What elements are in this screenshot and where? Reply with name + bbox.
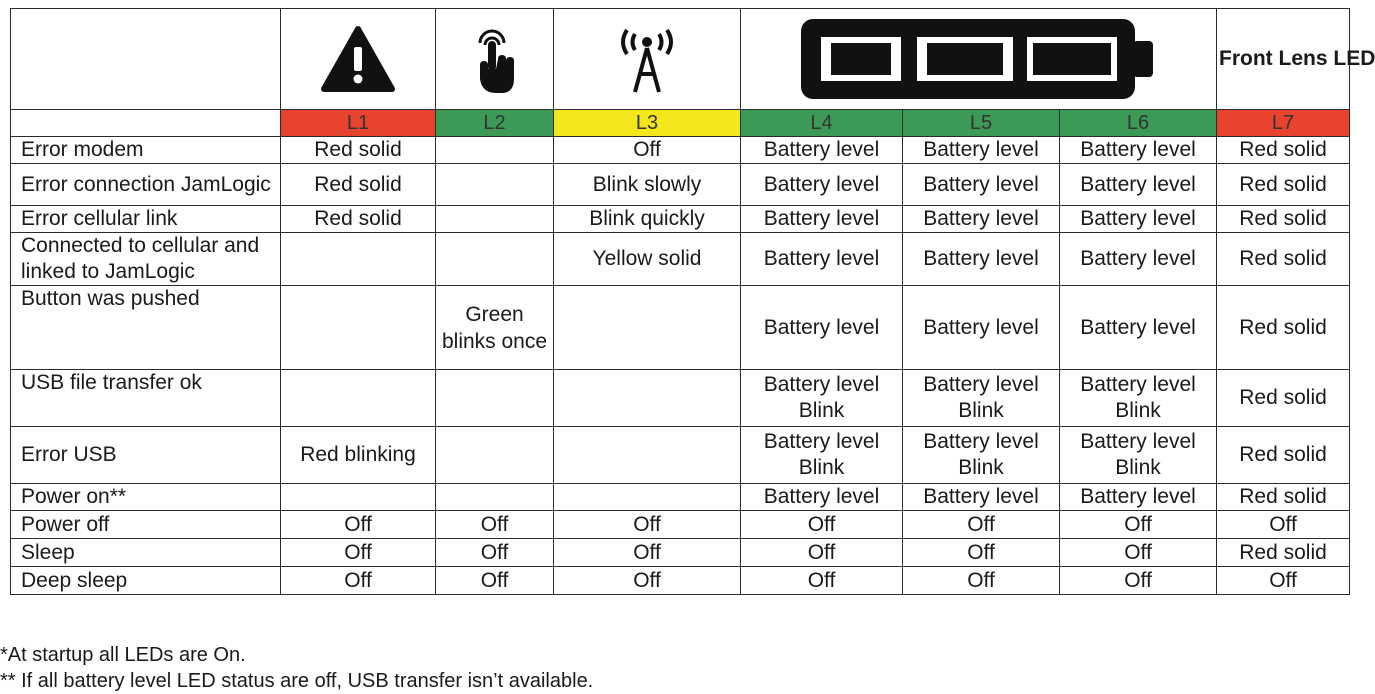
led-code-l2: L2 [436,110,554,137]
led-state-cell-l3: Off [554,511,741,539]
led-code-l5: L5 [903,110,1060,137]
l1-icon-cell [281,9,436,110]
led-state-cell-l3 [554,484,741,511]
led-state-cell-l7: Off [1217,567,1350,595]
footnote-startup: *At startup all LEDs are On. [0,644,246,666]
warning-icon [320,25,396,93]
led-code-l7: L7 [1217,110,1350,137]
led-state-cell-l3 [554,286,741,370]
led-state-cell-l7: Red solid [1217,427,1350,484]
led-state-cell-l5: Battery level [903,206,1060,233]
led-state-cell-l4: Battery level Blink [741,427,903,484]
state-label: USB file transfer ok [11,370,281,427]
led-state-cell-l5: Battery level [903,164,1060,206]
table-row [11,427,1350,484]
led-state-cell-l3: Off [554,567,741,595]
footnote-usb: ** If all battery level LED status are off, USB transfer isn’t available. [0,670,594,692]
antenna-icon [615,24,679,94]
state-label: Power off [11,511,281,539]
led-state-cell-l6: Off [1060,539,1217,567]
led-state-cell-l3: Yellow solid [554,233,741,286]
led-state-cell-l3: Blink slowly [554,164,741,206]
led-state-cell-l1 [281,286,436,370]
led-state-cell-l5: Off [903,567,1060,595]
led-state-cell-l1: Red blinking [281,427,436,484]
led-state-cell-l6: Battery level [1060,206,1217,233]
state-label: Power on** [11,484,281,511]
state-label: Sleep [11,539,281,567]
led-state-cell-l5: Battery level [903,137,1060,164]
table-row [11,164,1350,206]
state-label: Deep sleep [11,567,281,595]
table-row [11,539,1350,567]
led-state-cell-l5: Off [903,539,1060,567]
table-row [11,233,1350,286]
led-state-cell-l7: Red solid [1217,137,1350,164]
led-state-cell-l2 [436,370,554,427]
state-label: Error connection JamLogic [11,164,281,206]
led-state-cell-l3: Off [554,137,741,164]
led-state-cell-l4: Battery level [741,164,903,206]
led-state-cell-l6: Battery level [1060,286,1217,370]
led-state-cell-l5: Battery level [903,286,1060,370]
footnotes [0,642,593,694]
led-state-cell-l5: Battery level [903,484,1060,511]
state-rows [11,137,1350,595]
battery-icon-cell [741,9,1217,110]
led-state-cell-l4: Off [741,511,903,539]
table-row [11,137,1350,164]
led-state-cell-l1: Off [281,567,436,595]
led-state-cell-l4: Battery level [741,137,903,164]
state-label: Button was pushed [11,286,281,370]
led-state-cell-l5: Battery level [903,233,1060,286]
state-label: Error cellular link [11,206,281,233]
led-state-cell-l6: Battery level [1060,137,1217,164]
touch-icon [470,23,520,95]
table-row [11,511,1350,539]
led-code-l4: L4 [741,110,903,137]
led-state-cell-l6: Battery level Blink [1060,370,1217,427]
led-state-cell-l4: Battery level Blink [741,370,903,427]
empty-header-cell [11,9,281,110]
led-code-row [11,110,1350,137]
led-state-cell-l4: Battery level [741,286,903,370]
led-state-cell-l6: Off [1060,511,1217,539]
led-state-cell-l7: Red solid [1217,164,1350,206]
led-state-cell-l2: Off [436,567,554,595]
led-state-cell-l6: Off [1060,567,1217,595]
led-state-cell-l2 [436,206,554,233]
led-code-l6: L6 [1060,110,1217,137]
l2-icon-cell [436,9,554,110]
table-row [11,286,1350,370]
led-state-cell-l4: Battery level [741,484,903,511]
led-state-cell-l7: Red solid [1217,539,1350,567]
led-state-cell-l7: Red solid [1217,206,1350,233]
led-state-cell-l1: Red solid [281,137,436,164]
battery-icon [799,17,1159,101]
led-state-cell-l2: Off [436,539,554,567]
led-state-cell-l1: Off [281,511,436,539]
empty-code-cell [11,110,281,137]
led-state-cell-l2: Off [436,511,554,539]
led-state-cell-l7: Red solid [1217,484,1350,511]
l3-icon-cell [554,9,741,110]
table-row [11,567,1350,595]
led-state-cell-l1 [281,233,436,286]
led-code-l1: L1 [281,110,436,137]
led-state-cell-l4: Battery level [741,233,903,286]
led-state-cell-l3 [554,427,741,484]
led-state-cell-l3: Blink quickly [554,206,741,233]
led-code-l3: L3 [554,110,741,137]
front-lens-led-header: Front Lens LED [1217,9,1350,110]
led-state-cell-l6: Battery level [1060,484,1217,511]
led-state-cell-l2 [436,164,554,206]
led-state-cell-l6: Battery level [1060,233,1217,286]
led-state-cell-l4: Off [741,567,903,595]
led-state-cell-l4: Off [741,539,903,567]
led-status-table [10,8,1375,595]
led-state-cell-l2 [436,137,554,164]
table-row [11,484,1350,511]
led-state-cell-l2 [436,233,554,286]
led-state-cell-l6: Battery level Blink [1060,427,1217,484]
led-state-cell-l2: Green blinks once [436,286,554,370]
led-state-cell-l7: Red solid [1217,286,1350,370]
led-state-cell-l1: Off [281,539,436,567]
led-state-cell-l1: Red solid [281,206,436,233]
icon-header-row [11,9,1350,110]
led-state-cell-l2 [436,484,554,511]
led-state-cell-l3 [554,370,741,427]
led-state-cell-l7: Off [1217,511,1350,539]
state-label: Connected to cellular and linked to JamLogic [11,233,281,286]
led-state-cell-l1 [281,370,436,427]
led-state-cell-l5: Battery level Blink [903,370,1060,427]
led-state-cell-l6: Battery level [1060,164,1217,206]
led-state-cell-l5: Off [903,511,1060,539]
table-row [11,370,1350,427]
led-state-cell-l7: Red solid [1217,370,1350,427]
led-state-cell-l1: Red solid [281,164,436,206]
state-label: Error modem [11,137,281,164]
led-state-cell-l5: Battery level Blink [903,427,1060,484]
led-state-cell-l3: Off [554,539,741,567]
led-state-cell-l7: Red solid [1217,233,1350,286]
state-label: Error USB [11,427,281,484]
led-state-cell-l1 [281,484,436,511]
led-state-cell-l2 [436,427,554,484]
table-row [11,206,1350,233]
led-state-cell-l4: Battery level [741,206,903,233]
